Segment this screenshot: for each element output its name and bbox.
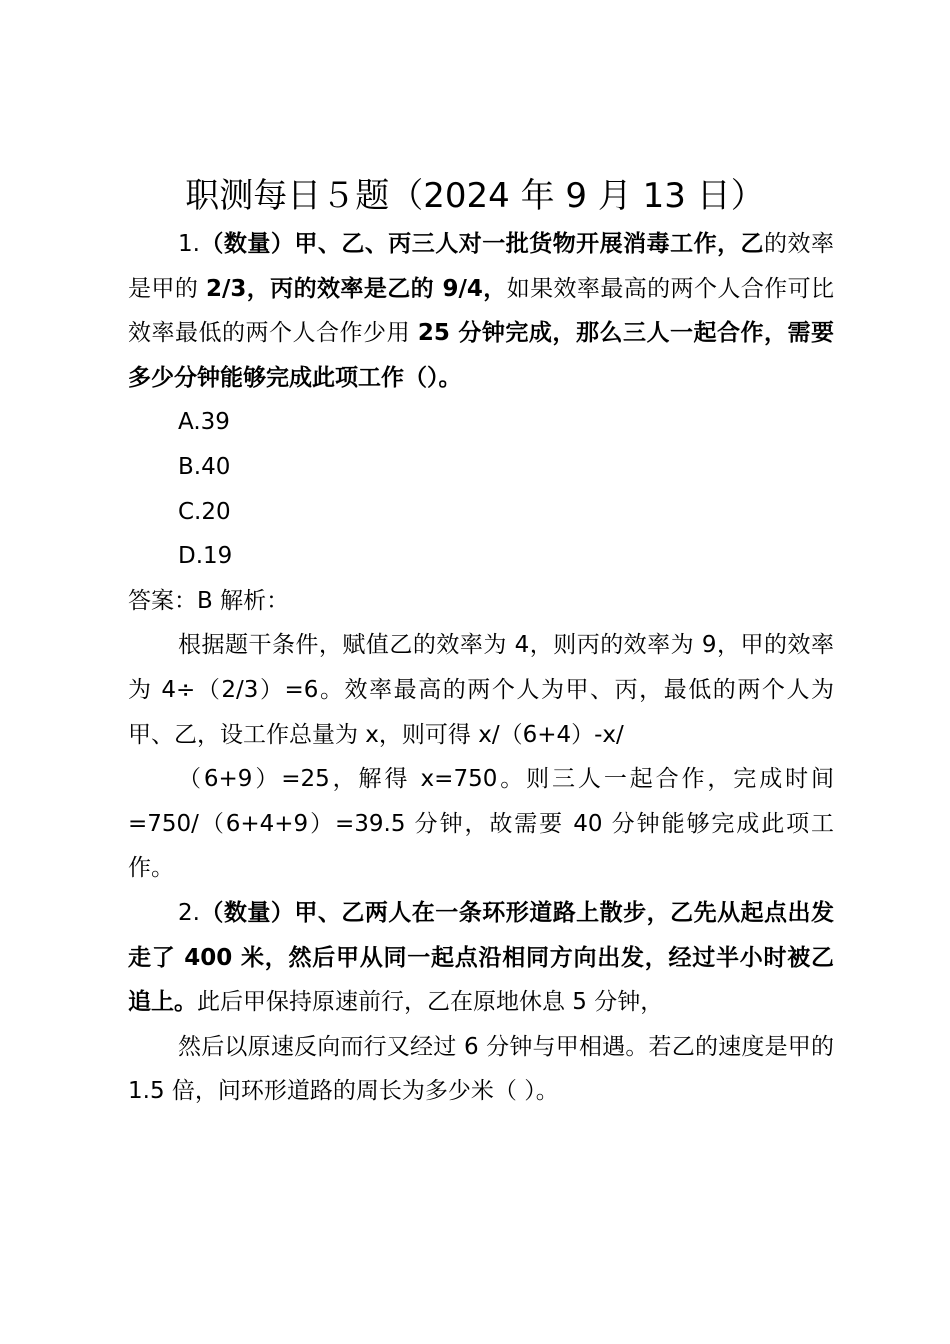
question-2-stem-plain: 此后甲保持原速前行，乙在原地休息 5 分钟， [197,989,664,1016]
document-body [128,222,834,1114]
option-c: C.20 [178,498,231,525]
question-1-stem-bold-3: 25 分钟完成，那么三人一起合作，需要多少分钟能够完成此项工作（）。 [128,320,834,391]
question-1-stem-bold-2: 2/3，丙的效率是乙的 9/4， [205,275,507,302]
analysis-paragraph-2: （6+9）=25，解得 x=750。则三人一起合作，完成时间=750/（6+4+9）=39.5 分钟，故需要 40 分钟能够完成此项工作。 [128,766,834,882]
question-1-number: 1. [178,231,200,257]
option-a: A.39 [178,409,230,436]
question-1-stem-plain-1: 的效率是甲的 [128,231,835,302]
question-2-stem-bold: 甲、乙两人在一条环形道路上散步，乙先从起点出发走了 400 米，然后甲从同一起点沿相同方向出发，经过半小时被乙追上。 [128,899,835,1016]
question-2-stem-continued: 然后以原速反向而行又经过 6 分钟与甲相遇。若乙的速度是甲的 1.5 倍，问环形道路的周长为多少米（ ）。 [128,1033,834,1105]
question-1-tag: （数量） [199,231,295,257]
page-title: 职测每日５题（2024 年 9 月 13 日） [185,176,765,216]
question-1-stem [128,222,834,400]
option-d: D.19 [178,543,233,570]
question-1-stem-plain-2: 如果效率最高的两个人合作可比效率最低的两个人合作少用 [128,275,835,347]
analysis-paragraph-1: 根据题干条件，赋值乙的效率为 4，则丙的效率为 9，甲的效率为 4÷（2/3）=6。效率最高的两个人为甲、丙，最低的两个人为甲、乙，设工作总量为 x，则可得 x/（6+4）-x/ [128,632,834,748]
question-2-tag: （数量） [199,899,295,926]
question-1-stem-bold-1: 甲、乙、丙三人对一批货物开展消毒工作，乙 [294,231,765,257]
option-b: B.40 [178,453,231,480]
question-2-stem [128,891,834,1025]
answer-label: 答案：B 解析： [128,587,290,614]
question-2-number: 2. [178,899,200,926]
